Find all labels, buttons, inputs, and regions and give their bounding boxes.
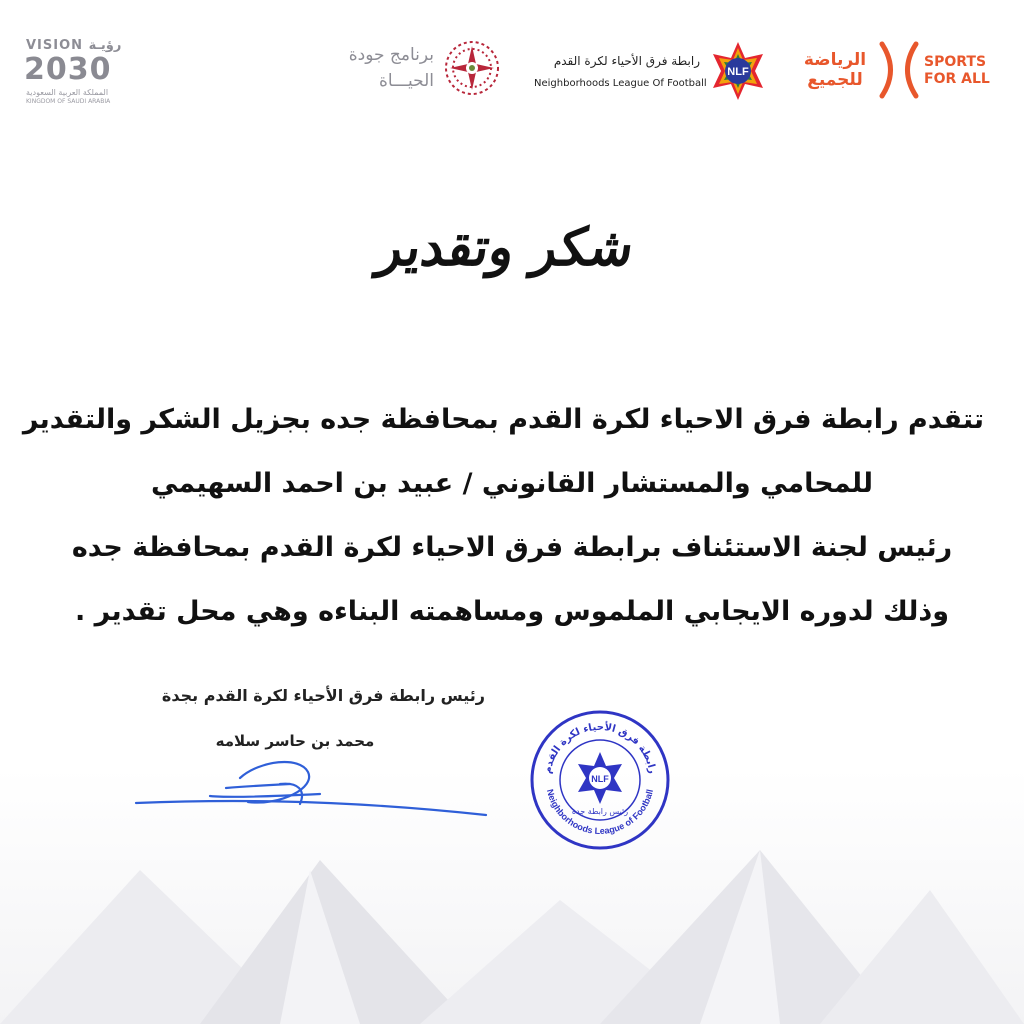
qol-emblem-icon	[442, 38, 502, 98]
qol-line2: الحيـــاة	[378, 71, 434, 91]
stamp-text-ar: رابطة فرق الأحياء لكرة القدم	[542, 721, 658, 775]
body-line: رئيس لجنة الاستئناف برابطة فرق الاحياء لكرة القدم بمحافظة جده	[71, 532, 953, 563]
sfa-name-ar: الرياضة للجميع	[803, 50, 867, 90]
signature	[130, 758, 500, 828]
vision-2030-logo	[22, 38, 132, 106]
body-line: للمحامي والمستشار القانوني / عبيد بن احمد السهيمي	[150, 468, 874, 499]
vision-year: 2030	[24, 52, 112, 87]
nlf-mark: NLF	[727, 66, 749, 78]
thanks-heading: شكر وتقدير	[373, 217, 638, 278]
qol-text	[338, 42, 434, 94]
body-line: وذلك لدوره الايجابي الملموس ومساهمته البناءه وهي محل تقدير .	[75, 596, 949, 627]
signatory-name: محمد بن حاسر سلامه	[215, 732, 375, 750]
stamp-inner-ar: رئيس رابطة جدة	[571, 807, 629, 816]
qol-line1: برنامج جودة	[348, 45, 434, 65]
sfa-x-icon	[878, 40, 920, 100]
signatory-title: رئيس رابطة فرق الأحياء لكرة القدم بجدة	[161, 686, 485, 705]
vision-kingdom-ar: المملكة العربية السعودية	[26, 88, 109, 97]
nlf-name-en: Neighborhoods League Of Football	[534, 78, 707, 89]
vision-label: VISION رؤيـة	[26, 38, 122, 53]
sfa-name-en: SPORTS FOR ALL	[924, 54, 990, 87]
nlf-logo	[530, 40, 775, 100]
nlf-name-ar: رابطة فرق الأحياء لكرة القدم	[553, 54, 700, 68]
nlf-star-icon	[707, 40, 769, 102]
certificate-body	[22, 388, 984, 644]
vision-kingdom-en: KINGDOM OF SAUDI ARABIA	[26, 98, 111, 105]
background-shapes	[0, 830, 1024, 1024]
sports-for-all-logo	[800, 40, 1005, 102]
body-line: تتقدم رابطة فرق الاحياء لكرة القدم بمحافظة جده بجزيل الشكر والتقدير	[22, 404, 984, 435]
quality-of-life-logo	[338, 38, 513, 98]
stamp-text-en: Neighborhoods League of Football	[544, 788, 656, 837]
stamp-mark: NLF	[591, 774, 609, 784]
